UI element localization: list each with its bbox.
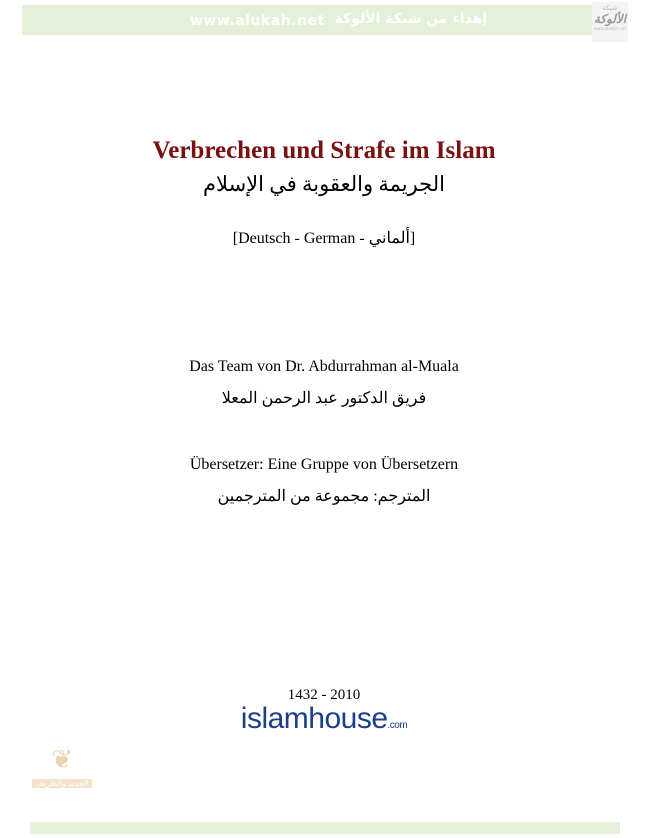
logo-main-text: الألوكة (593, 12, 627, 26)
gift-text: إهداء من شبكة الألوكة (334, 11, 487, 27)
logo-url-text: www.alukah.net (594, 26, 626, 31)
author-arabic: فريق الدكتور عبد الرحمن المعلا (221, 390, 427, 407)
author: Das Team von Dr. Abdurrahman al-Muala (189, 358, 459, 375)
watermark-logo: ❦ الجديد والطريف (32, 745, 92, 810)
watermark-text: الجديد والطريف (32, 779, 92, 788)
document-title-arabic: الجريمة والعقوبة في الإسلام (203, 172, 445, 196)
site-url[interactable]: www.alukah.net (190, 13, 325, 29)
year: 1432 - 2010 (287, 687, 361, 703)
logo-top-text: شبكة (602, 4, 618, 12)
translator: Übersetzer: Eine Gruppe von Übersetzern (189, 456, 459, 473)
language-label: [Deutsch - German - ألماني] (232, 230, 416, 247)
header-banner (22, 5, 592, 35)
footer-bar (30, 822, 620, 834)
document-title: Verbrechen und Strafe im Islam (152, 137, 496, 164)
translator-arabic: المترجم: مجموعة من المترجمين (217, 488, 431, 505)
islamhouse-logo (0, 702, 648, 736)
alukah-logo (592, 2, 628, 42)
publisher-suffix: .com (387, 720, 408, 731)
publisher-name: islamhouse (240, 702, 388, 735)
